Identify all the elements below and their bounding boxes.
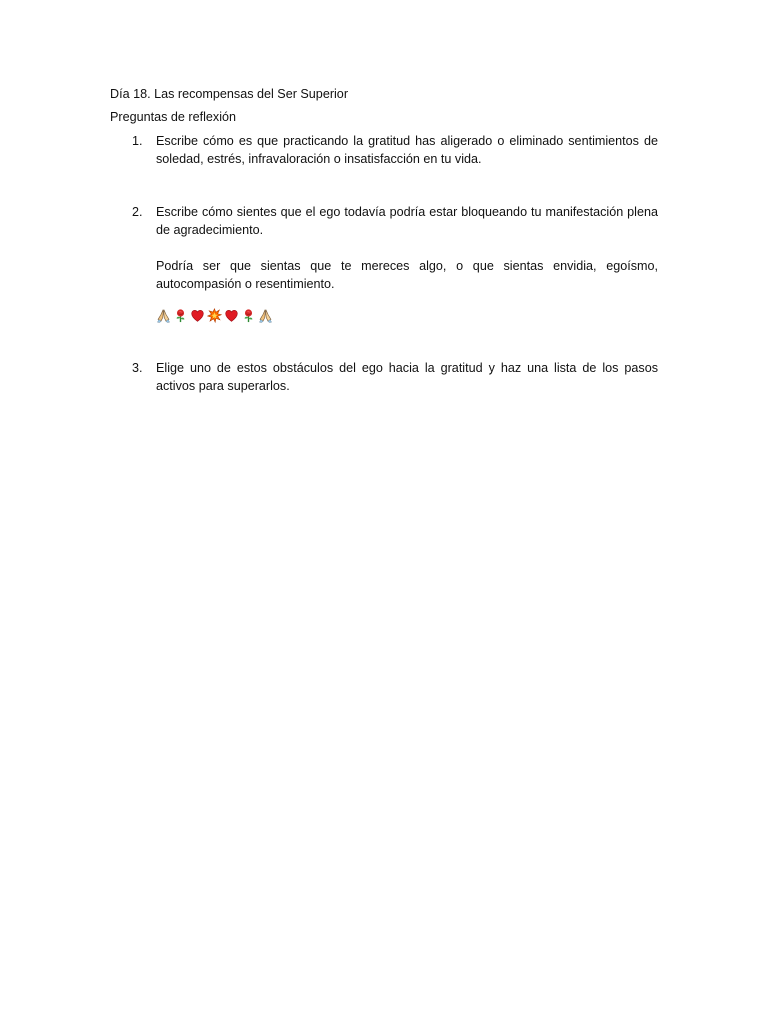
question-number-1: 1.: [132, 134, 143, 148]
emoji-row: [156, 306, 658, 324]
red-heart-icon: [190, 308, 205, 323]
question-text-2: Escribe cómo sientes que el ego todavía podría estar bloqueando tu manifestación plena de agradecimiento.: [156, 205, 658, 237]
question-item-2: [110, 203, 658, 324]
rose-icon: [173, 308, 188, 323]
question-body-1: [156, 132, 658, 168]
red-heart-icon: [224, 308, 239, 323]
question-number-2: 2.: [132, 205, 143, 219]
reflection-question-list: [110, 132, 658, 395]
rose-icon: [241, 308, 256, 323]
section-subtitle: Preguntas de reflexión: [110, 110, 237, 124]
question-item-3: [110, 359, 658, 395]
question-body-3: [156, 359, 658, 395]
document-content: [110, 85, 658, 395]
question-number-3: 3.: [132, 361, 143, 375]
question-text-1: Escribe cómo es que practicando la gratitud has aligerado o eliminado sentimientos de soledad, estrés, infravaloración o insatisfacción en tu vida.: [156, 134, 658, 166]
document-title: Día 18. Las recompensas del Ser Superior: [110, 87, 349, 101]
folded-hands-icon: [258, 308, 273, 323]
question-text-3: Elige uno de estos obstáculos del ego hacia la gratitud y haz una lista de los pasos activos para superarlos.: [156, 361, 658, 393]
question-paragraph-2: Podría ser que sientas que te mereces algo, o que sientas envidia, egoísmo, autocompasión o resentimiento.: [156, 259, 658, 291]
question-body-2: [156, 203, 658, 324]
collision-icon: [207, 308, 222, 323]
folded-hands-icon: [156, 308, 171, 323]
question-item-1: [110, 132, 658, 168]
